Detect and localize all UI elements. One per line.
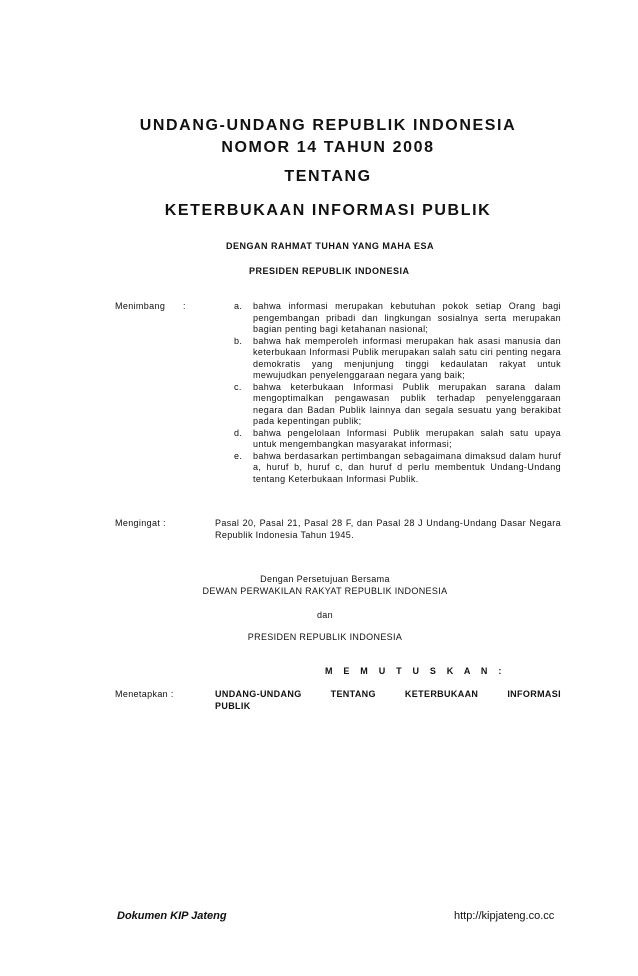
menimbang-label: Menimbang [115, 301, 166, 311]
list-item-text: bahwa hak memperoleh informasi merupakan hak asasi manusia dan keterbukaan Informasi Publik merupakan salah satu ciri penting negara demokratis yang menjunjung tinggi kedaulatan rakyat untuk mewujudkan penyelenggaraan negara yang baik; [253, 335, 561, 380]
list-item-letter: c. [234, 381, 242, 392]
footer-url: http://kipjateng.co.cc [454, 910, 555, 922]
subtitle-dengan-rahmat: DENGAN RAHMAT TUHAN YANG MAHA ESA [226, 241, 435, 251]
mengingat-label: Mengingat : [115, 518, 166, 528]
footer-document-label: Dokumen KIP Jateng [117, 910, 227, 922]
title-line-1: UNDANG-UNDANG REPUBLIK INDONESIA [139, 117, 517, 134]
menetapkan-word: TENTANG [330, 689, 376, 699]
list-item-letter: b. [234, 335, 243, 346]
title-line-2: NOMOR 14 TAHUN 2008 [221, 139, 435, 156]
mengingat-text: Pasal 20, Pasal 21, Pasal 28 F, dan Pasal 28 J Undang-Undang Dasar Negara Republik Indonesia Tahun 1945. [215, 518, 561, 540]
list-item [228, 451, 561, 486]
list-item-text: bahwa berdasarkan pertimbangan sebagaimana dimaksud dalam huruf a, huruf b, huruf c, dan huruf d perlu membentuk Undang-Undang tentang Keterbukaan Informasi Publik. [253, 450, 561, 484]
list-item-text: bahwa keterbukaan Informasi Publik merupakan sarana dalam mengoptimalkan pengawasan publik terhadap penyelenggaraan negara dan Badan Publik lainnya dan segala sesuatu yang berakibat pada kepentingan publik; [253, 381, 561, 426]
persetujuan-line-4: PRESIDEN REPUBLIK INDONESIA [247, 632, 403, 642]
menetapkan-line-2: PUBLIK [215, 700, 251, 711]
menetapkan-line-1 [215, 689, 561, 701]
list-item [228, 336, 561, 382]
list-item-letter: a. [234, 301, 243, 311]
list-item [228, 428, 561, 451]
menimbang-colon: : [183, 301, 186, 311]
menetapkan-word: KETERBUKAAN [404, 689, 479, 699]
persetujuan-line-2: DEWAN PERWAKILAN RAKYAT REPUBLIK INDONESIA [202, 586, 448, 596]
menetapkan-label: Menetapkan : [115, 689, 174, 699]
menimbang-list [228, 301, 561, 485]
list-item-text: bahwa pengelolaan Informasi Publik merupakan salah satu upaya untuk mengembangkan masyarakat informasi; [253, 427, 561, 449]
subtitle-presiden: PRESIDEN REPUBLIK INDONESIA [249, 266, 410, 276]
list-item [228, 382, 561, 428]
menetapkan-text [215, 689, 561, 712]
list-item [228, 301, 561, 336]
persetujuan-line-1: Dengan Persetujuan Bersama [260, 574, 390, 584]
menetapkan-word: UNDANG-UNDANG [215, 689, 302, 699]
list-item-letter: d. [234, 427, 243, 438]
list-item-letter: e. [234, 450, 243, 461]
title-line-4: KETERBUKAAN INFORMASI PUBLIK [164, 202, 492, 219]
list-item-text: bahwa informasi merupakan kebutuhan pokok setiap Orang bagi pengembangan pribadi dan lingkungan sosialnya serta merupakan bagian penting bagi ketahanan nasional; [253, 301, 561, 334]
menetapkan-word: INFORMASI [507, 689, 561, 699]
memutuskan-heading: M E M U T U S K A N : [325, 666, 506, 676]
persetujuan-line-3: dan [316, 610, 334, 620]
title-line-3: TENTANG [284, 168, 372, 185]
